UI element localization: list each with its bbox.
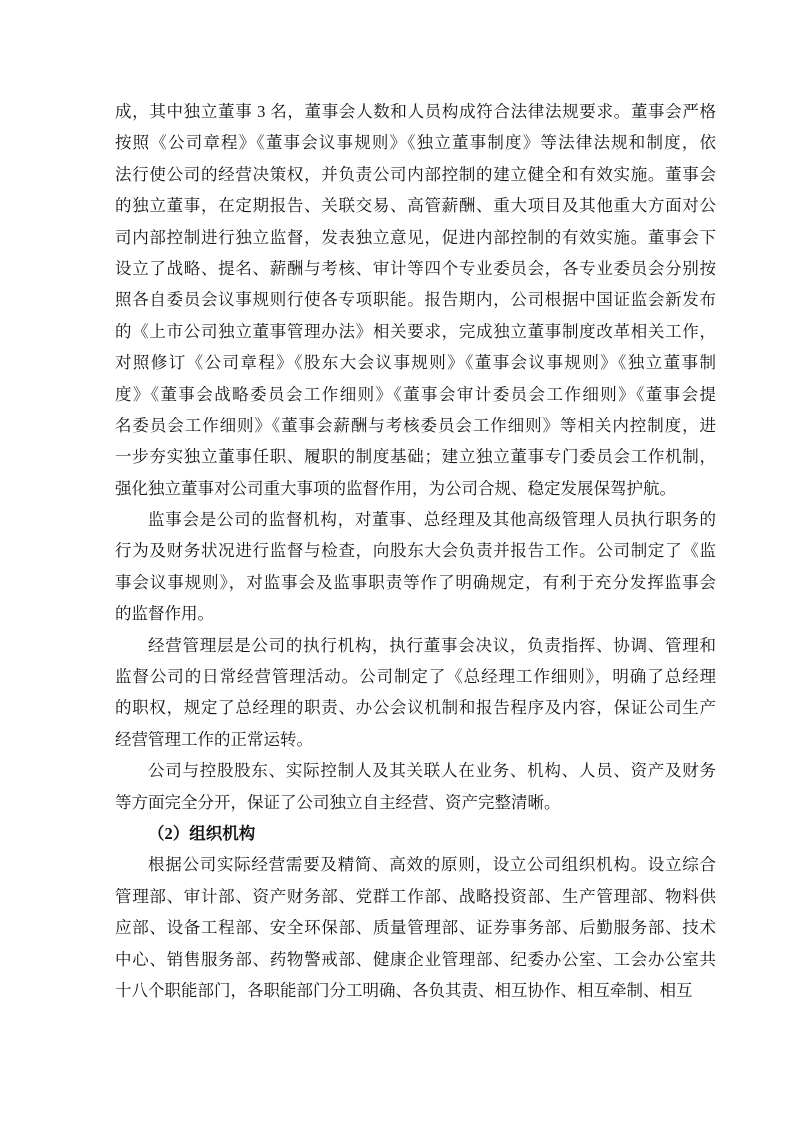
- text-line: 公司与控股股东、实际控制人及其关联人在业务、机构、人员、资产及财务: [148, 761, 716, 781]
- text-line: 设立了战略、提名、薪酬与考核、审计等四个专业委员会，各专业委员会分别按: [115, 258, 716, 278]
- text-line: 司内部控制进行独立监督，发表独立意见，促进内部控制的有效实施。董事会下: [115, 227, 716, 247]
- text-line: 监事会是公司的监督机构，对董事、总经理及其他高级管理人员执行职务的: [148, 510, 716, 530]
- text-line: 成，其中独立董事 3 名，董事会人数和人员构成符合法律法规要求。董事会严格: [115, 102, 716, 121]
- para-supervisory-board: [115, 504, 716, 630]
- para-departments: [115, 849, 716, 1006]
- para-management-layer: [115, 630, 716, 756]
- text-line: 经营管理工作的正常运转。: [115, 729, 313, 749]
- text-line: 一步夯实独立董事任职、履职的制度基础；建立独立董事专门委员会工作机制，: [115, 447, 716, 467]
- page-body: [115, 96, 716, 1006]
- text-line: 的《上市公司独立董事管理办法》相关要求，完成独立董事制度改革相关工作，: [115, 321, 716, 341]
- text-line: 的职权，规定了总经理的职责、办公会议机制和报告程序及内容，保证公司生产: [115, 698, 716, 718]
- text-line: 应部、设备工程部、安全环保部、质量管理部、证券事务部、后勤服务部、技术: [115, 918, 716, 938]
- text-line: 根据公司实际经营需要及精简、高效的原则，设立公司组织机构。设立综合: [148, 855, 716, 875]
- text-line: 照各自委员会议事规则行使各专项职能。报告期内，公司根据中国证监会新发布: [115, 290, 716, 310]
- para-independence: [115, 755, 716, 818]
- text-line: 法行使公司的经营决策权，并负责公司内部控制的建立健全和有效实施。董事会: [115, 164, 716, 184]
- text-line: 中心、销售服务部、药物警戒部、健康企业管理部、纪委办公室、工会办公室共: [115, 949, 716, 969]
- text-line: 等方面完全分开，保证了公司独立自主经营、资产完整清晰。: [115, 792, 561, 812]
- text-line: 名委员会工作细则》《董事会薪酬与考核委员会工作细则》等相关内控制度，进: [115, 415, 716, 435]
- text-line: 强化独立董事对公司重大事项的监督作用，为公司合规、稳定发展保驾护航。: [115, 478, 676, 498]
- text-line: 经营管理层是公司的执行机构，执行董事会决议，负责指挥、协调、管理和: [148, 635, 716, 655]
- text-line: 十八个职能部门，各职能部门分工明确、各负其责、相互协作、相互牵制、相互: [115, 980, 693, 1000]
- text-line: 监督公司的日常经营管理活动。公司制定了《总经理工作细则》，明确了总经理: [115, 667, 716, 687]
- text-line: 管理部、审计部、资产财务部、党群工作部、战略投资部、生产管理部、物料供: [115, 886, 716, 906]
- text-line: 事会议事规则》，对监事会及监事职责等作了明确规定，有利于充分发挥监事会: [115, 572, 716, 592]
- text-line: 度》《董事会战略委员会工作细则》《董事会审计委员会工作细则》《董事会提: [115, 384, 716, 404]
- text-line: 对照修订《公司章程》《股东大会议事规则》《董事会议事规则》《独立董事制: [115, 353, 716, 373]
- heading-line: （2）组织机构: [148, 823, 256, 843]
- heading-org-structure: [115, 818, 716, 849]
- para-board-of-directors: [115, 96, 716, 504]
- text-line: 行为及财务状况进行监督与检查，向股东大会负责并报告工作。公司制定了《监: [115, 541, 716, 561]
- text-line: 的独立董事，在定期报告、关联交易、高管薪酬、重大项目及其他重大方面对公: [115, 196, 716, 216]
- text-line: 的监督作用。: [115, 604, 214, 624]
- text-line: 按照《公司章程》《董事会议事规则》《独立董事制度》等法律法规和制度，依: [115, 133, 716, 153]
